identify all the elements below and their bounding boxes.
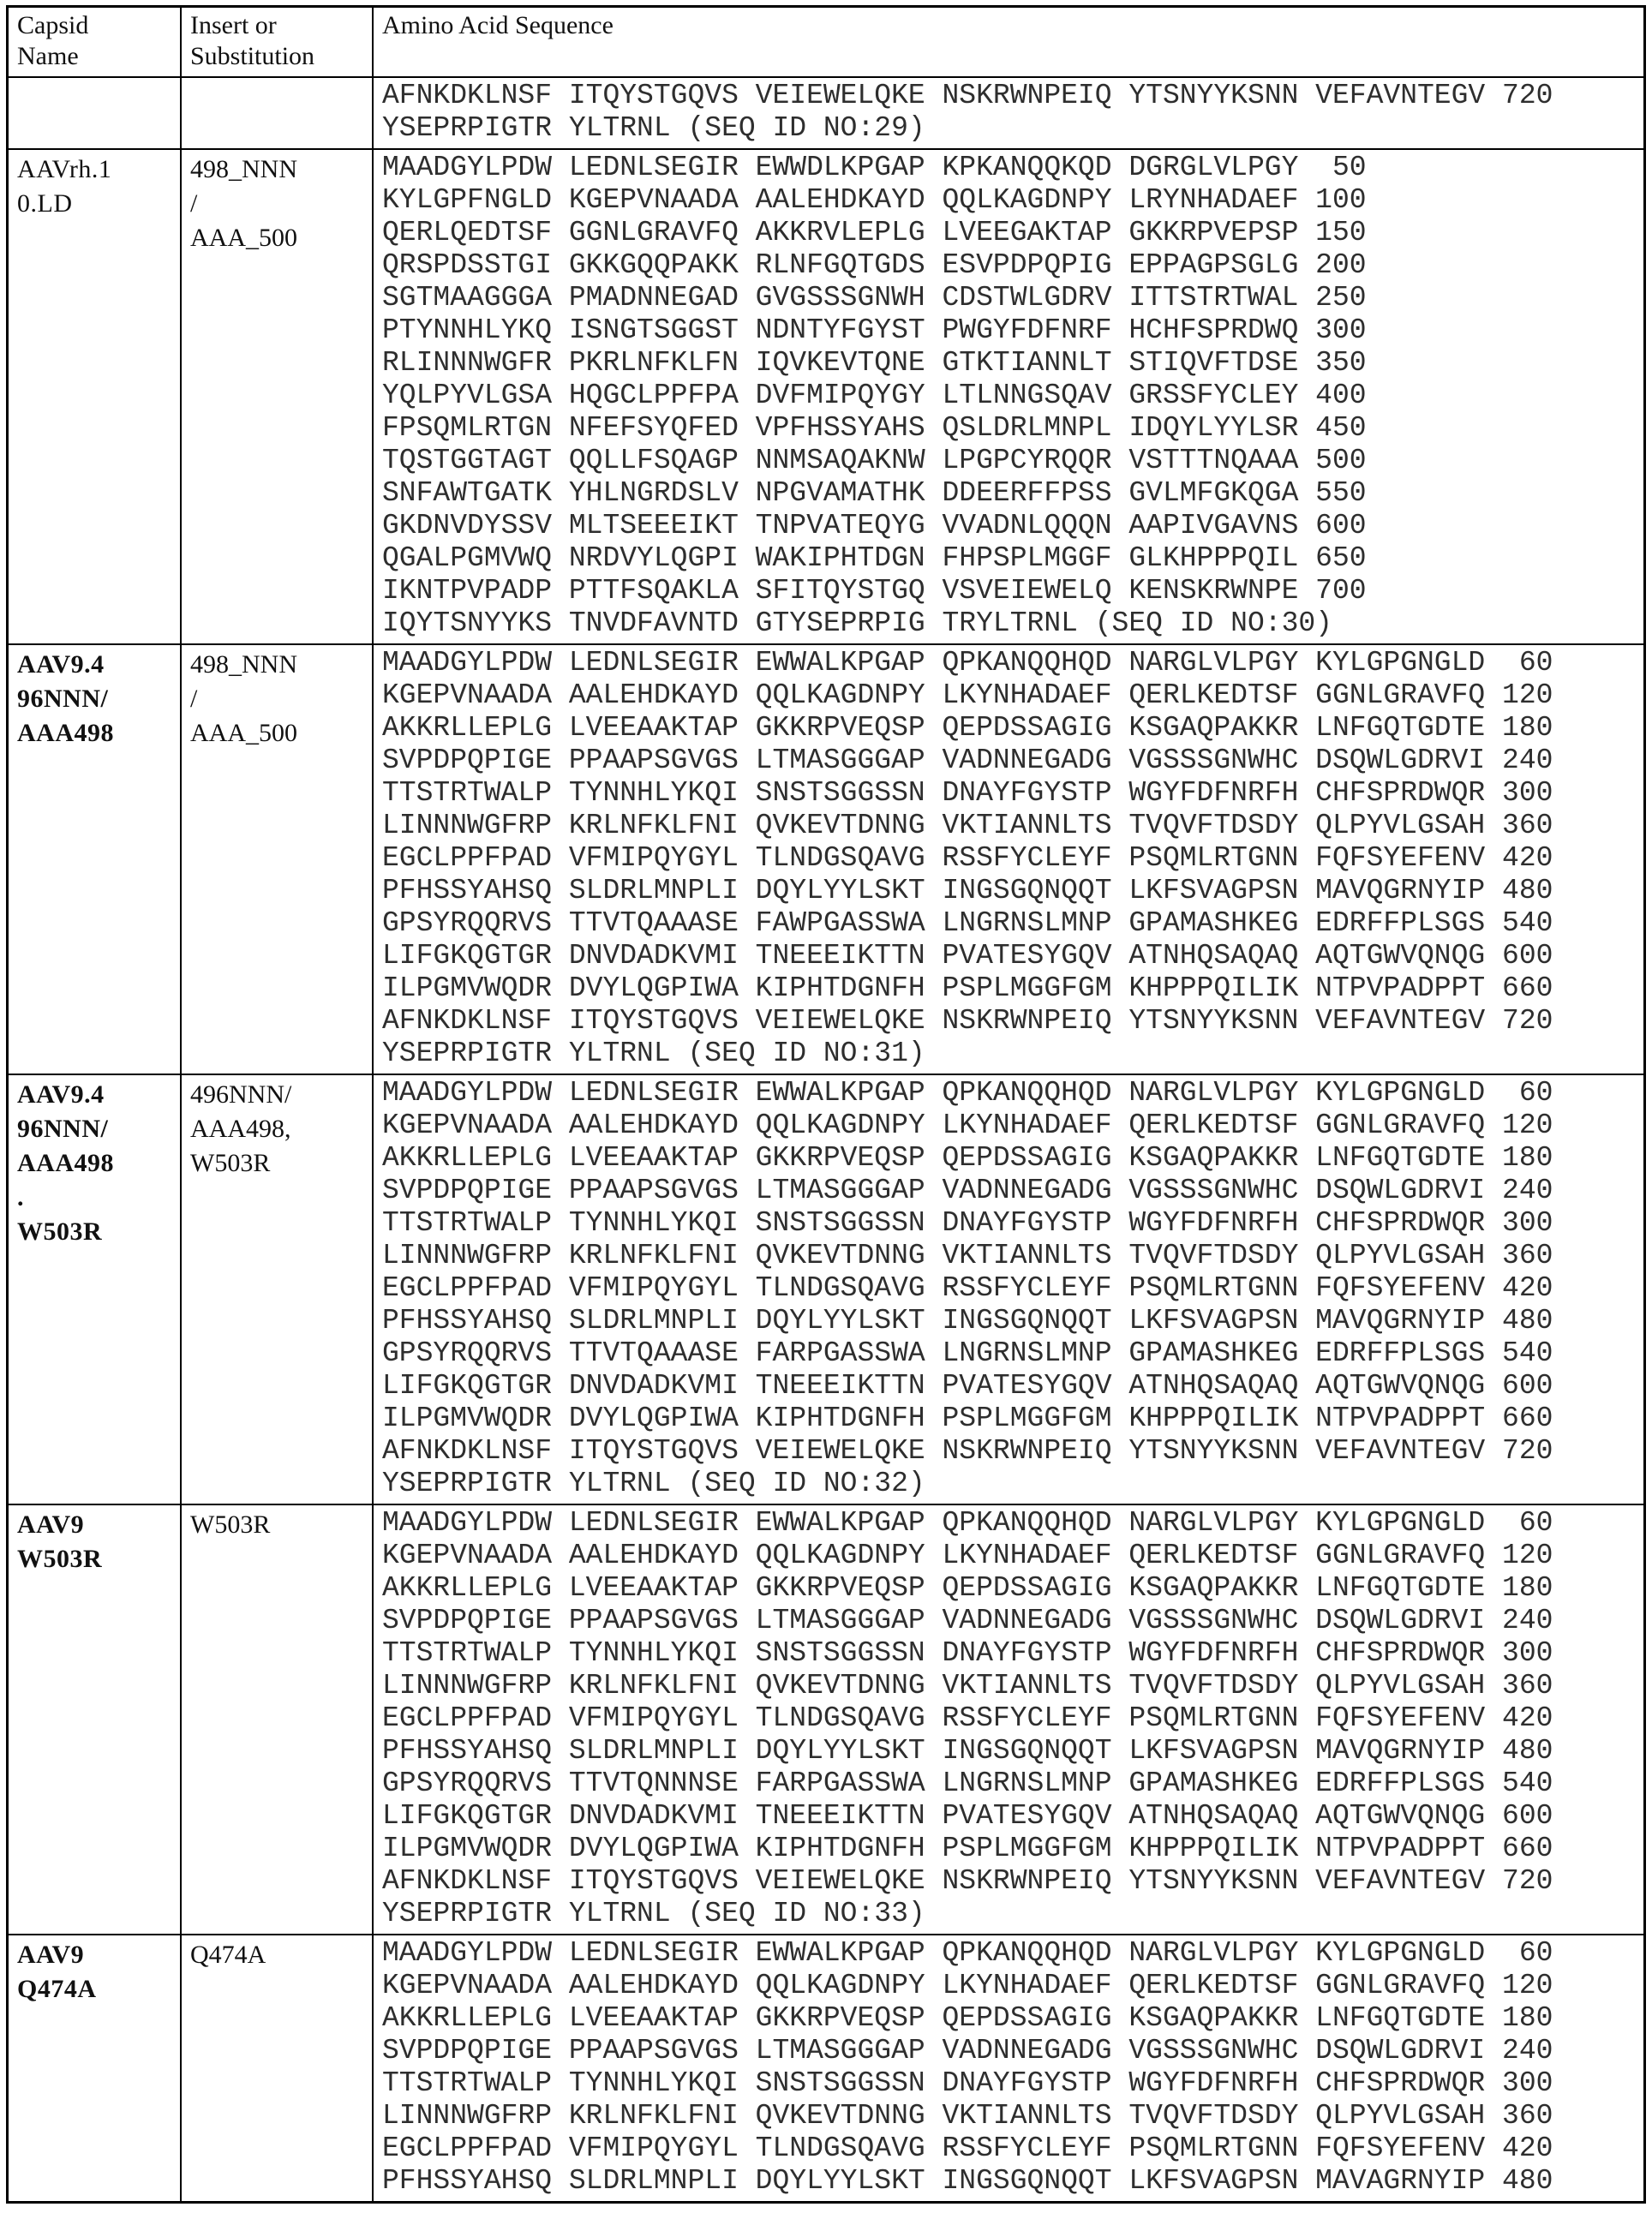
sequence-line: AKKRLLEPLG LVEEAAKTAP GKKRPVEQSP QEPDSSAGIG KSGAQPAKKR LNFGQTGDTE 180 [382, 1572, 1553, 1604]
sequence-line: AFNKDKLNSF ITQYSTGQVS VEIEWELQKE NSKRWNPEIQ YTSNYYKSNN VEFAVNTEGV 720 [382, 1865, 1553, 1897]
sequence-line: AKKRLLEPLG LVEEAAKTAP GKKRPVEQSP QEPDSSAGIG KSGAQPAKKR LNFGQTGDTE 180 [382, 2002, 1553, 2034]
capsid-name: AAVrh.1 0.LD [9, 150, 182, 643]
table-row [9, 1505, 1643, 1935]
header-amino-acid-sequence: Amino Acid Sequence [382, 11, 614, 39]
sequence-line: PFHSSYAHSQ SLDRLMNPLI DQYLYYLSKT INGSGQNQQT LKFSVAGPSN MAVQGRNYIP 480 [382, 1305, 1553, 1337]
sequence-line: KGEPVNAADA AALEHDKAYD QQLKAGDNPY LKYNHADAEF QERLKEDTSF GGNLGRAVFQ 120 [382, 1540, 1553, 1571]
sequence-line: QRSPDSSTGI GKKGQQPAKK RLNFGQTGDS ESVPDPQPIG EPPAGPSGLG 200 [382, 249, 1367, 281]
sequence-line: SGTMAAGGGA PMADNNEGAD GVGSSSGNWH CDSTWLGDRV ITTSTRTWAL 250 [382, 282, 1367, 314]
sequence-line: TTSTRTWALP TYNNHLYKQI SNSTSGGSSN DNAYFGYSTP WGYFDFNRFH CHFSPRDWQR 300 [382, 777, 1553, 809]
sequence-line: GKDNVDYSSV MLTSEEEIKT TNPVATEQYG VVADNLQQQN AAPIVGAVNS 600 [382, 510, 1367, 541]
sequence-line: QGALPGMVWQ NRDVYLQGPI WAKIPHTDGN FHPSPLMGGF GLKHPPPQIL 650 [382, 542, 1367, 574]
sequence-line: KYLGPFNGLD KGEPVNAADA AALEHDKAYD QQLKAGDNPY LRYNHADAEF 100 [382, 184, 1367, 216]
sequence-table [6, 5, 1646, 2204]
capsid-name: AAV9 Q474A [9, 1935, 182, 2201]
sequence-line: LINNNWGFRP KRLNFKLFNI QVKEVTDNNG VKTIANNLTS TVQVFTDSDY QLPYVLGSAH 360 [382, 1240, 1553, 1271]
header-capsid-name: Capsid Name [9, 8, 182, 76]
sequence-line: AFNKDKLNSF ITQYSTGQVS VEIEWELQKE NSKRWNPEIQ YTSNYYKSNN VEFAVNTEGV 720 [382, 80, 1553, 111]
sequence-line: PTYNNHLYKQ ISNGTSGGST NDNTYFGYST PWGYFDFNRF HCHFSPRDWQ 300 [382, 314, 1367, 346]
insert-or-substitution: 496NNN/ AAA498, W503R [182, 1075, 374, 1504]
amino-acid-sequence [374, 1075, 1643, 1504]
sequence-line: ILPGMVWQDR DVYLQGPIWA KIPHTDGNFH PSPLMGGFGM KHPPPQILIK NTPVPADPPT 660 [382, 1833, 1553, 1864]
insert-or-substitution: W503R [182, 1505, 374, 1934]
sequence-line: PFHSSYAHSQ SLDRLMNPLI DQYLYYLSKT INGSGQNQQT LKFSVAGPSN MAVQGRNYIP 480 [382, 875, 1553, 906]
sequence-line: YQLPYVLGSA HQGCLPPFPA DVFMIPQYGY LTLNNGSQAV GRSSFYCLEY 400 [382, 380, 1367, 411]
sequence-line: YSEPRPIGTR YLTRNL (SEQ ID NO:31) [382, 1038, 925, 1069]
sequence-line: GPSYRQQRVS TTVTQAAASE FAWPGASSWA LNGRNSLMNP GPAMASHKEG EDRFFPLSGS 540 [382, 907, 1553, 939]
amino-acid-sequence [374, 1505, 1643, 1934]
amino-acid-sequence [374, 150, 1643, 643]
sequence-line: SVPDPQPIGE PPAAPSGVGS LTMASGGGAP VADNNEGADG VGSSSGNWHC DSQWLGDRVI 240 [382, 745, 1553, 776]
amino-acid-sequence [374, 78, 1643, 148]
sequence-line: TTSTRTWALP TYNNHLYKQI SNSTSGGSSN DNAYFGYSTP WGYFDFNRFH CHFSPRDWQR 300 [382, 2067, 1553, 2099]
table-row [9, 78, 1643, 150]
sequence-line: MAADGYLPDW LEDNLSEGIR EWWALKPGAP QPKANQQHQD NARGLVLPGY KYLGPGNGLD 60 [382, 1937, 1553, 1969]
sequence-line: ILPGMVWQDR DVYLQGPIWA KIPHTDGNFH PSPLMGGFGM KHPPPQILIK NTPVPADPPT 660 [382, 972, 1553, 1004]
capsid-name: AAV9 W503R [9, 1505, 182, 1934]
insert-or-substitution [182, 78, 374, 148]
sequence-line: PFHSSYAHSQ SLDRLMNPLI DQYLYYLSKT INGSGQNQQT LKFSVAGPSN MAVAGRNYIP 480 [382, 2165, 1553, 2197]
sequence-line: MAADGYLPDW LEDNLSEGIR EWWALKPGAP QPKANQQHQD NARGLVLPGY KYLGPGNGLD 60 [382, 1077, 1553, 1109]
sequence-line: FPSQMLRTGN NFEFSYQFED VPFHSSYAHS QSLDRLMNPL IDQYLYYLSR 450 [382, 412, 1367, 444]
sequence-line: SVPDPQPIGE PPAAPSGVGS LTMASGGGAP VADNNEGADG VGSSSGNWHC DSQWLGDRVI 240 [382, 2035, 1553, 2067]
sequence-line: TTSTRTWALP TYNNHLYKQI SNSTSGGSSN DNAYFGYSTP WGYFDFNRFH CHFSPRDWQR 300 [382, 1207, 1553, 1239]
sequence-line: AKKRLLEPLG LVEEAAKTAP GKKRPVEQSP QEPDSSAGIG KSGAQPAKKR LNFGQTGDTE 180 [382, 1142, 1553, 1174]
sequence-line: EGCLPPFPAD VFMIPQYGYL TLNDGSQAVG RSSFYCLEYF PSQMLRTGNN FQFSYEFENV 420 [382, 842, 1553, 874]
table-row [9, 1935, 1643, 2201]
sequence-line: MAADGYLPDW LEDNLSEGIR EWWALKPGAP QPKANQQHQD NARGLVLPGY KYLGPGNGLD 60 [382, 647, 1553, 679]
sequence-line: YSEPRPIGTR YLTRNL (SEQ ID NO:33) [382, 1898, 925, 1929]
sequence-line: SNFAWTGATK YHLNGRDSLV NPGVAMATHK DDEERFFPSS GVLMFGKQGA 550 [382, 477, 1367, 509]
sequence-line: AFNKDKLNSF ITQYSTGQVS VEIEWELQKE NSKRWNPEIQ YTSNYYKSNN VEFAVNTEGV 720 [382, 1005, 1553, 1037]
sequence-line: GPSYRQQRVS TTVTQNNNSE FARPGASSWA LNGRNSLMNP GPAMASHKEG EDRFFPLSGS 540 [382, 1767, 1553, 1799]
insert-or-substitution: 498_NNN / AAA_500 [182, 150, 374, 643]
sequence-line: TTSTRTWALP TYNNHLYKQI SNSTSGGSSN DNAYFGYSTP WGYFDFNRFH CHFSPRDWQR 300 [382, 1637, 1553, 1669]
header-insert-or-substitution: Insert or Substitution [182, 8, 374, 76]
capsid-name [9, 78, 182, 148]
sequence-line: YSEPRPIGTR YLTRNL (SEQ ID NO:32) [382, 1468, 925, 1499]
sequence-line: IQYTSNYYKS TNVDFAVNTD GTYSEPRPIG TRYLTRNL (SEQ ID NO:30) [382, 607, 1332, 639]
sequence-line: EGCLPPFPAD VFMIPQYGYL TLNDGSQAVG RSSFYCLEYF PSQMLRTGNN FQFSYEFENV 420 [382, 1702, 1553, 1734]
capsid-name: AAV9.4 96NNN/ AAA498 [9, 645, 182, 1074]
table-header-row [9, 8, 1643, 78]
sequence-line: LIFGKQGTGR DNVDADKVMI TNEEEIKTTN PVATESYGQV ATNHQSAQAQ AQTGWVQNQG 600 [382, 1800, 1553, 1832]
table-rows [9, 78, 1643, 2201]
sequence-line: SVPDPQPIGE PPAAPSGVGS LTMASGGGAP VADNNEGADG VGSSSGNWHC DSQWLGDRVI 240 [382, 1605, 1553, 1636]
sequence-line: KGEPVNAADA AALEHDKAYD QQLKAGDNPY LKYNHADAEF QERLKEDTSF GGNLGRAVFQ 120 [382, 1970, 1553, 2001]
amino-acid-sequence [374, 1935, 1643, 2201]
sequence-line: LIFGKQGTGR DNVDADKVMI TNEEEIKTTN PVATESYGQV ATNHQSAQAQ AQTGWVQNQG 600 [382, 940, 1553, 972]
capsid-name: AAV9.4 96NNN/ AAA498 . W503R [9, 1075, 182, 1504]
sequence-line: MAADGYLPDW LEDNLSEGIR EWWALKPGAP QPKANQQHQD NARGLVLPGY KYLGPGNGLD 60 [382, 1507, 1553, 1539]
sequence-line: IKNTPVPADP PTTFSQAKLA SFITQYSTGQ VSVEIEWELQ KENSKRWNPE 700 [382, 575, 1367, 607]
sequence-line: MAADGYLPDW LEDNLSEGIR EWWDLKPGAP KPKANQQKQD DGRGLVLPGY 50 [382, 152, 1367, 183]
sequence-line: ILPGMVWQDR DVYLQGPIWA KIPHTDGNFH PSPLMGGFGM KHPPPQILIK NTPVPADPPT 660 [382, 1403, 1553, 1434]
insert-or-substitution: 498_NNN / AAA_500 [182, 645, 374, 1074]
sequence-line: AFNKDKLNSF ITQYSTGQVS VEIEWELQKE NSKRWNPEIQ YTSNYYKSNN VEFAVNTEGV 720 [382, 1435, 1553, 1467]
sequence-line: RLINNNWGFR PKRLNFKLFN IQVKEVTQNE GTKTIANNLT STIQVFTDSE 350 [382, 347, 1367, 379]
sequence-line: QERLQEDTSF GGNLGRAVFQ AKKRVLEPLG LVEEGAKTAP GKKRPVEPSP 150 [382, 217, 1367, 248]
sequence-line: LIFGKQGTGR DNVDADKVMI TNEEEIKTTN PVATESYGQV ATNHQSAQAQ AQTGWVQNQG 600 [382, 1370, 1553, 1402]
amino-acid-sequence [374, 645, 1643, 1074]
sequence-line: GPSYRQQRVS TTVTQAAASE FARPGASSWA LNGRNSLMNP GPAMASHKEG EDRFFPLSGS 540 [382, 1337, 1553, 1369]
sequence-line: YSEPRPIGTR YLTRNL (SEQ ID NO:29) [382, 112, 925, 144]
insert-or-substitution: Q474A [182, 1935, 374, 2201]
sequence-line: KGEPVNAADA AALEHDKAYD QQLKAGDNPY LKYNHADAEF QERLKEDTSF GGNLGRAVFQ 120 [382, 679, 1553, 711]
sequence-line: AKKRLLEPLG LVEEAAKTAP GKKRPVEQSP QEPDSSAGIG KSGAQPAKKR LNFGQTGDTE 180 [382, 712, 1553, 744]
sequence-line: LINNNWGFRP KRLNFKLFNI QVKEVTDNNG VKTIANNLTS TVQVFTDSDY QLPYVLGSAH 360 [382, 810, 1553, 841]
table-row [9, 1075, 1643, 1505]
sequence-line: EGCLPPFPAD VFMIPQYGYL TLNDGSQAVG RSSFYCLEYF PSQMLRTGNN FQFSYEFENV 420 [382, 2132, 1553, 2164]
sequence-line: LINNNWGFRP KRLNFKLFNI QVKEVTDNNG VKTIANNLTS TVQVFTDSDY QLPYVLGSAH 360 [382, 1670, 1553, 1702]
sequence-line: TQSTGGTAGT QQLLFSQAGP NNMSAQAKNW LPGPCYRQQR VSTTTNQAAA 500 [382, 445, 1367, 476]
sequence-line: EGCLPPFPAD VFMIPQYGYL TLNDGSQAVG RSSFYCLEYF PSQMLRTGNN FQFSYEFENV 420 [382, 1272, 1553, 1304]
sequence-line: KGEPVNAADA AALEHDKAYD QQLKAGDNPY LKYNHADAEF QERLKEDTSF GGNLGRAVFQ 120 [382, 1110, 1553, 1141]
sequence-line: PFHSSYAHSQ SLDRLMNPLI DQYLYYLSKT INGSGQNQQT LKFSVAGPSN MAVQGRNYIP 480 [382, 1735, 1553, 1767]
sequence-line: SVPDPQPIGE PPAAPSGVGS LTMASGGGAP VADNNEGADG VGSSSGNWHC DSQWLGDRVI 240 [382, 1175, 1553, 1206]
table-row [9, 645, 1643, 1075]
sequence-line: LINNNWGFRP KRLNFKLFNI QVKEVTDNNG VKTIANNLTS TVQVFTDSDY QLPYVLGSAH 360 [382, 2100, 1553, 2132]
table-row [9, 150, 1643, 645]
